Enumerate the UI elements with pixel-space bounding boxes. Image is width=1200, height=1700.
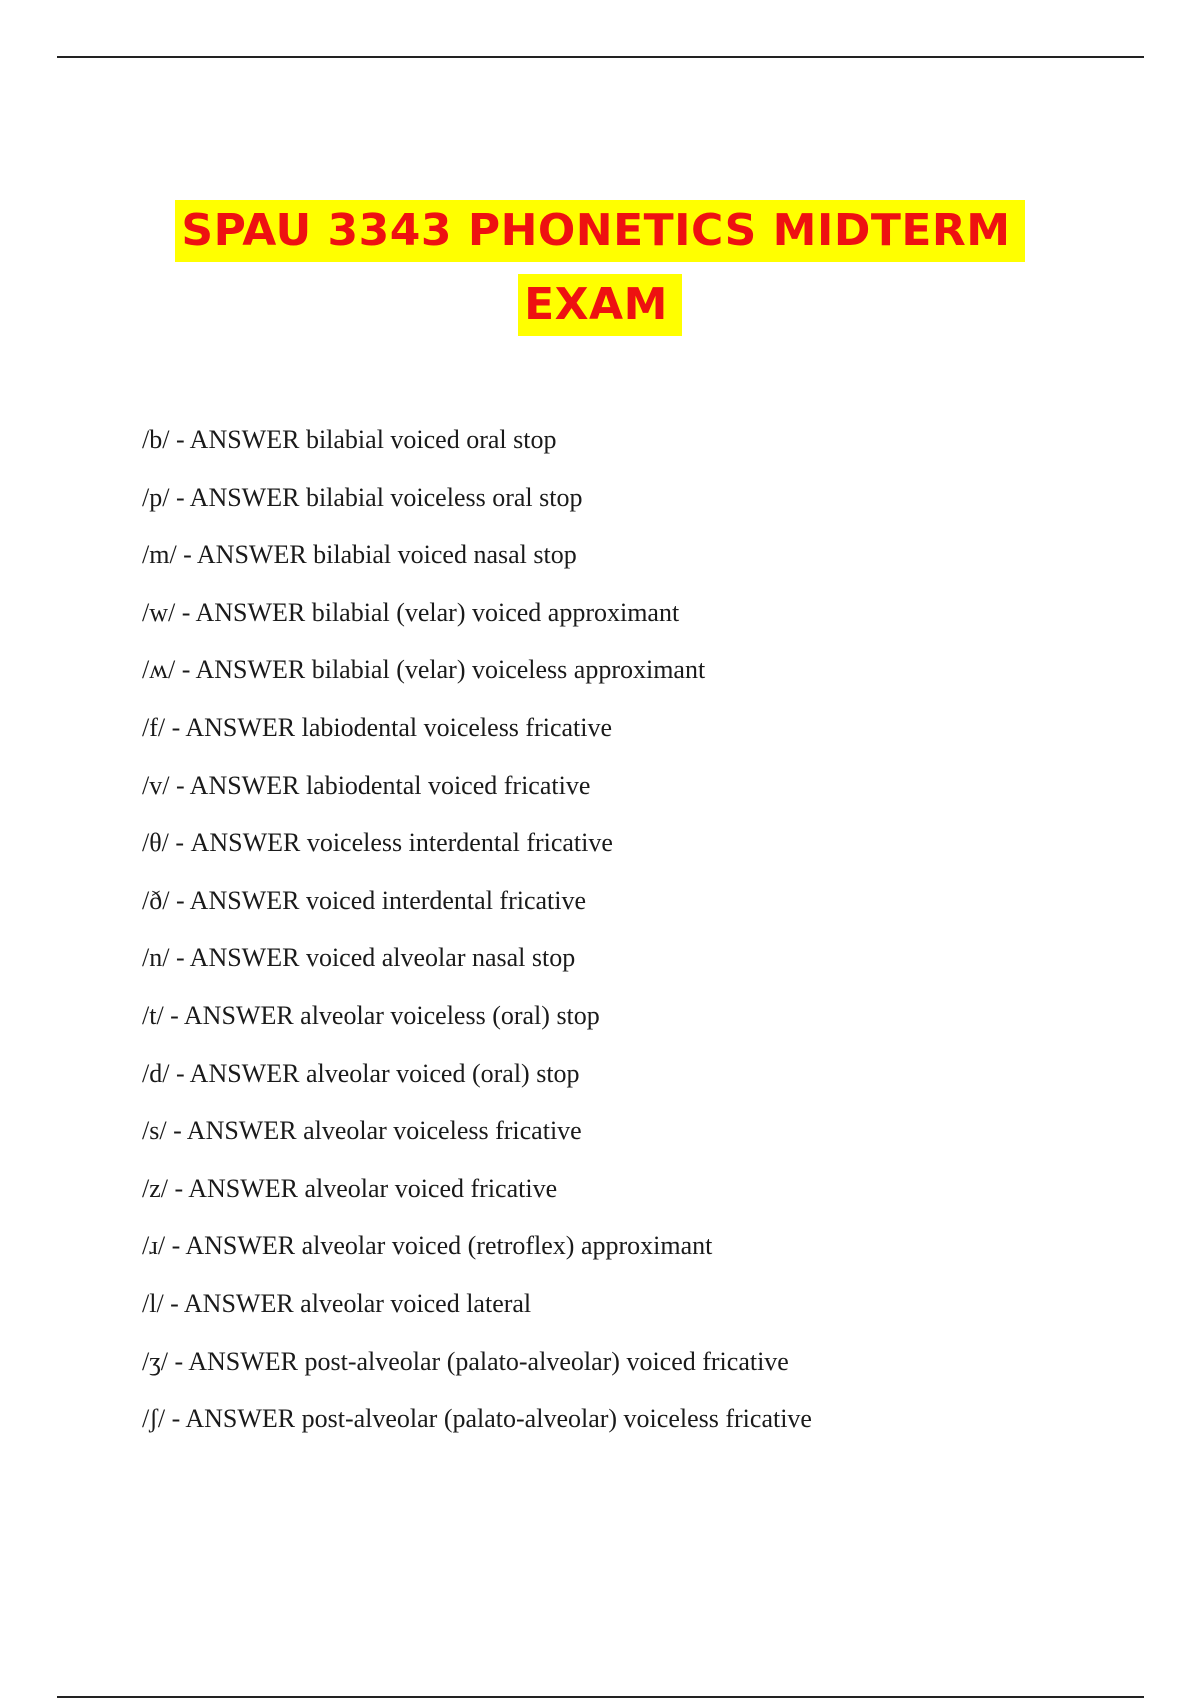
list-item: /s/ - ANSWER alveolar voiceless fricative (142, 1116, 582, 1146)
bottom-divider (57, 1696, 1144, 1698)
list-item: /v/ - ANSWER labiodental voiced fricative (142, 770, 591, 800)
list-item: /f/ - ANSWER labiodental voiceless fricative (142, 712, 613, 742)
title-line-2: EXAM (518, 274, 682, 336)
list-item: /n/ - ANSWER voiced alveolar nasal stop (142, 943, 576, 973)
list-item: /l/ - ANSWER alveolar voiced lateral (142, 1288, 532, 1318)
list-item: /ʒ/ - ANSWER post-alveolar (palato-alveolar) voiced fricative (142, 1346, 789, 1376)
title-line-1: SPAU 3343 PHONETICS MIDTERM (175, 200, 1024, 262)
document-title (0, 200, 1200, 336)
list-item: /z/ - ANSWER alveolar voiced fricative (142, 1173, 558, 1203)
list-item: /θ/ - ANSWER voiceless interdental fricative (142, 828, 613, 858)
list-item: /ʃ/ - ANSWER post-alveolar (palato-alveolar) voiceless fricative (142, 1404, 812, 1434)
list-item: /ʍ/ - ANSWER bilabial (velar) voiceless approximant (142, 655, 706, 685)
top-divider (57, 56, 1144, 58)
list-item: /ɹ/ - ANSWER alveolar voiced (retroflex) approximant (142, 1231, 713, 1261)
list-item: /p/ - ANSWER bilabial voiceless oral stop (142, 482, 583, 512)
list-item: /m/ - ANSWER bilabial voiced nasal stop (142, 540, 577, 570)
list-item: /w/ - ANSWER bilabial (velar) voiced approximant (142, 597, 680, 627)
list-item: /t/ - ANSWER alveolar voiceless (oral) stop (142, 1000, 600, 1030)
list-item: /b/ - ANSWER bilabial voiced oral stop (142, 425, 557, 454)
list-item: /d/ - ANSWER alveolar voiced (oral) stop (142, 1058, 580, 1088)
list-item: /ð/ - ANSWER voiced interdental fricative (142, 885, 587, 915)
answer-list (142, 418, 1142, 1455)
